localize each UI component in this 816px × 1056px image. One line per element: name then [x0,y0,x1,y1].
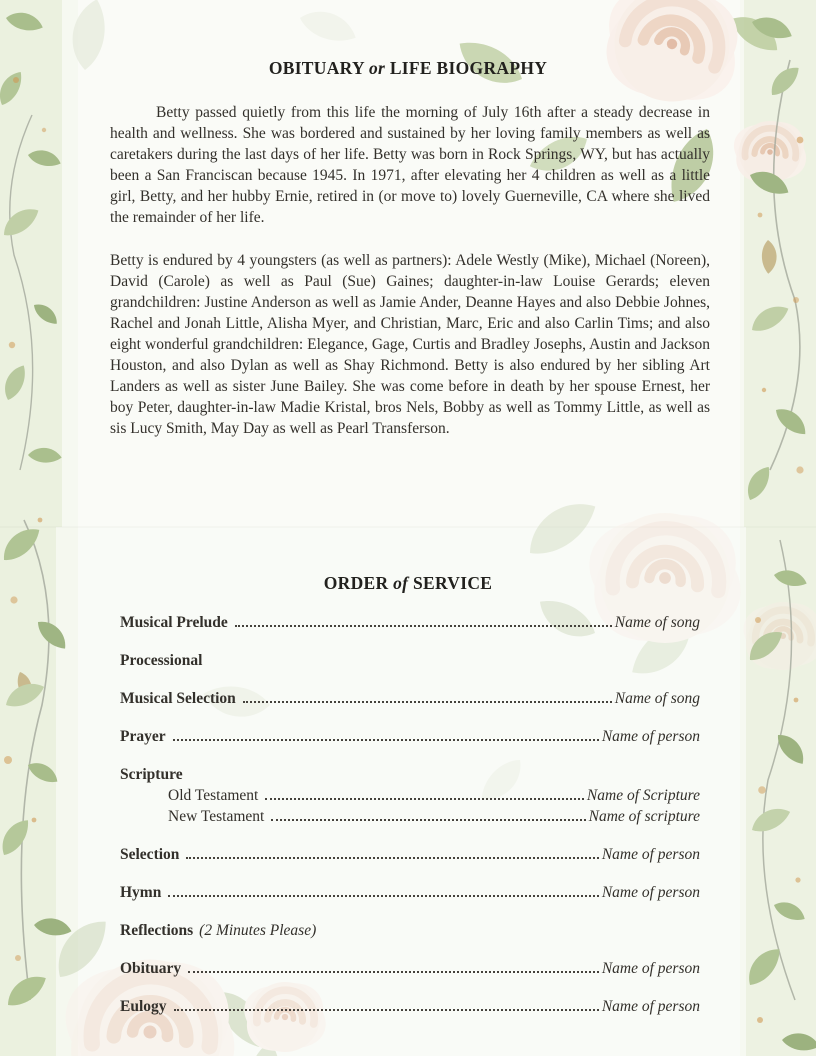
dotted-leader [168,895,598,897]
dotted-leader [243,701,612,703]
service-item-value: Name of person [601,884,700,901]
service-item-label: Selection [120,846,180,863]
obituary-paragraph-1: Betty passed quietly from this life the morning of July 16th after a steady decrease in health and wellness. She was bordered and sustained by her loving family members as well as caretakers during the last days of her life. Betty was born in Rock Springs, WY, but has actually been a San Franciscan because 1945. In 1971, after elevating her 4 children as well as a little girl, Betty, and her hubby Ernie, retired in (or move to) lovely Guerneville, CA where she lived the remainder of her life. [110,104,710,226]
service-subitem-new-testament [168,806,700,827]
service-item-label: Scripture [120,766,183,783]
service-subitem-value: Name of scripture [588,808,700,825]
service-item-value: Name of song [614,690,700,707]
service-subitem-old-testament [168,785,700,806]
service-item-reflections [120,920,700,941]
obituary-section-title [108,58,708,79]
dotted-leader [188,971,599,973]
service-item-value: Name of person [601,846,700,863]
dotted-leader [173,739,599,741]
service-subitem-label: New Testament [168,808,265,825]
title-text: LIFE BIOGRAPHY [389,58,548,78]
service-subitem-label: Old Testament [168,787,259,804]
service-subitem-value: Name of Scripture [586,787,700,804]
obituary-paragraph-2: Betty is endured by 4 youngsters (as well as partners): Adele Westly (Mike), Michael (Noreen), David (Carole) as well as Paul (Sue) Gaines; daughter-in-law Louise Gerards; eleven grandchildren: Justine Anderson as well as Jamie Ander, Deanne Hayes and also Debbie Johnes, Rachel and Jonah Little, Alisha Myer, and Christian, Marc, Eric and also Carlin Tims; and also eight wonderful grandchildren: Elegance, Gage, Curtis and Bradley Josephs, Austin and Jackson Houston, and also Dylan as well as Shay Richmond. Betty is also endured by her sibling Art Landers as well as sister June Bailey. She was come before in death by her spouse Ernest, her boy Peter, daughter-in-law Madie Kristal, bros Nels, Bobby as well as Tommy Little, as well as sis Lucy Smith, May Day as well as Pearl Transferson. [110,252,710,437]
service-item-value: Name of person [601,728,700,745]
order-of-service-list [120,612,700,1034]
title-text: SERVICE [412,573,493,593]
service-item-processional [120,650,700,671]
service-item-scripture-group [120,764,700,827]
service-item-value: Name of person [601,998,700,1015]
title-conjunction: of [393,573,409,593]
service-item-label: Musical Prelude [120,614,228,631]
dotted-leader [235,625,612,627]
service-item-label: Eulogy [120,998,167,1015]
dotted-leader [186,857,598,859]
service-item-label: Musical Selection [120,690,236,707]
service-item-label: Hymn [120,884,162,901]
service-item-selection [120,844,700,865]
service-item-label: Reflections [120,922,194,939]
service-item-label: Processional [120,652,203,669]
title-text: OBITUARY [268,58,365,78]
title-conjunction: or [368,58,386,78]
dotted-leader [174,1009,599,1011]
service-item-value: Name of song [614,614,700,631]
service-item-obituary [120,958,700,979]
service-item-hymn [120,882,700,903]
service-item-note: (2 Minutes Please) [199,922,317,939]
service-item-label: Prayer [120,728,166,745]
order-of-service-title [108,573,708,594]
service-item-musical-prelude [120,612,700,633]
dotted-leader [271,819,585,821]
title-text: ORDER [323,573,389,593]
service-item-eulogy [120,996,700,1017]
service-item-label: Obituary [120,960,182,977]
service-item-prayer [120,726,700,747]
dotted-leader [265,798,584,800]
service-item-musical-selection [120,688,700,709]
service-item-value: Name of person [601,960,700,977]
service-item-scripture [120,764,700,785]
